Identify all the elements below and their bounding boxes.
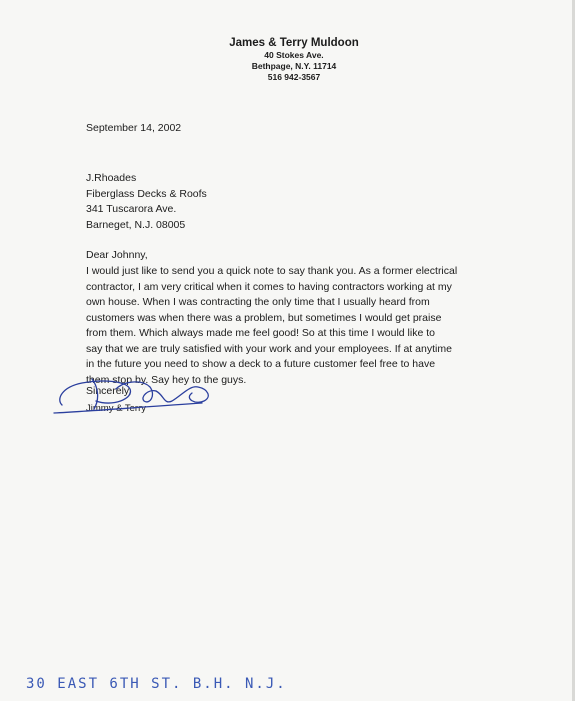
recipient-address: [86, 171, 207, 233]
signer-names: Jimmy & Terry: [86, 402, 146, 414]
body-line: I would just like to send you a quick note to say thank you. As a former electrical: [86, 265, 458, 277]
body-line: them stop by. Say hey to the guys.: [86, 373, 247, 386]
closing: Sincerely,: [86, 385, 132, 397]
body-line: in the future you need to show a deck to a future customer feel free to have: [86, 358, 436, 370]
recipient-name: J.Rhoades: [86, 172, 137, 184]
sender-city: Bethpage, N.Y. 11714: [251, 61, 337, 71]
recipient-street: 341 Tuscarora Ave.: [86, 203, 177, 215]
letterhead: [160, 36, 428, 83]
sender-name: James & Terry Muldoon: [229, 37, 359, 49]
body-line: say that we are truly satisfied with your work and your employees. If at anytime: [86, 342, 452, 355]
letter-body: [86, 264, 551, 388]
handwritten-address-note: 30 EAST 6TH ST. B.H. N.J.: [26, 676, 287, 692]
recipient-city: Barneget, N.J. 08005: [86, 218, 186, 231]
salutation: Dear Johnny,: [86, 249, 148, 261]
body-line: own house. When I was contracting the only time that I usually heard from: [86, 296, 430, 308]
body-line: customers was when there was a problem, but sometimes I would get praise: [86, 311, 442, 324]
letter-date: September 14, 2002: [86, 122, 182, 134]
signature: [52, 371, 242, 421]
body-line: contractor, I am very critical when it comes to having contractors working at my: [86, 280, 452, 293]
body-line: from them. Which always made me feel good! So at this time I would like to: [86, 327, 435, 339]
sender-street: 40 Stokes Ave.: [264, 50, 324, 60]
recipient-company: Fiberglass Decks & Roofs: [86, 187, 207, 200]
sender-phone: 516 942-3567: [267, 72, 321, 82]
